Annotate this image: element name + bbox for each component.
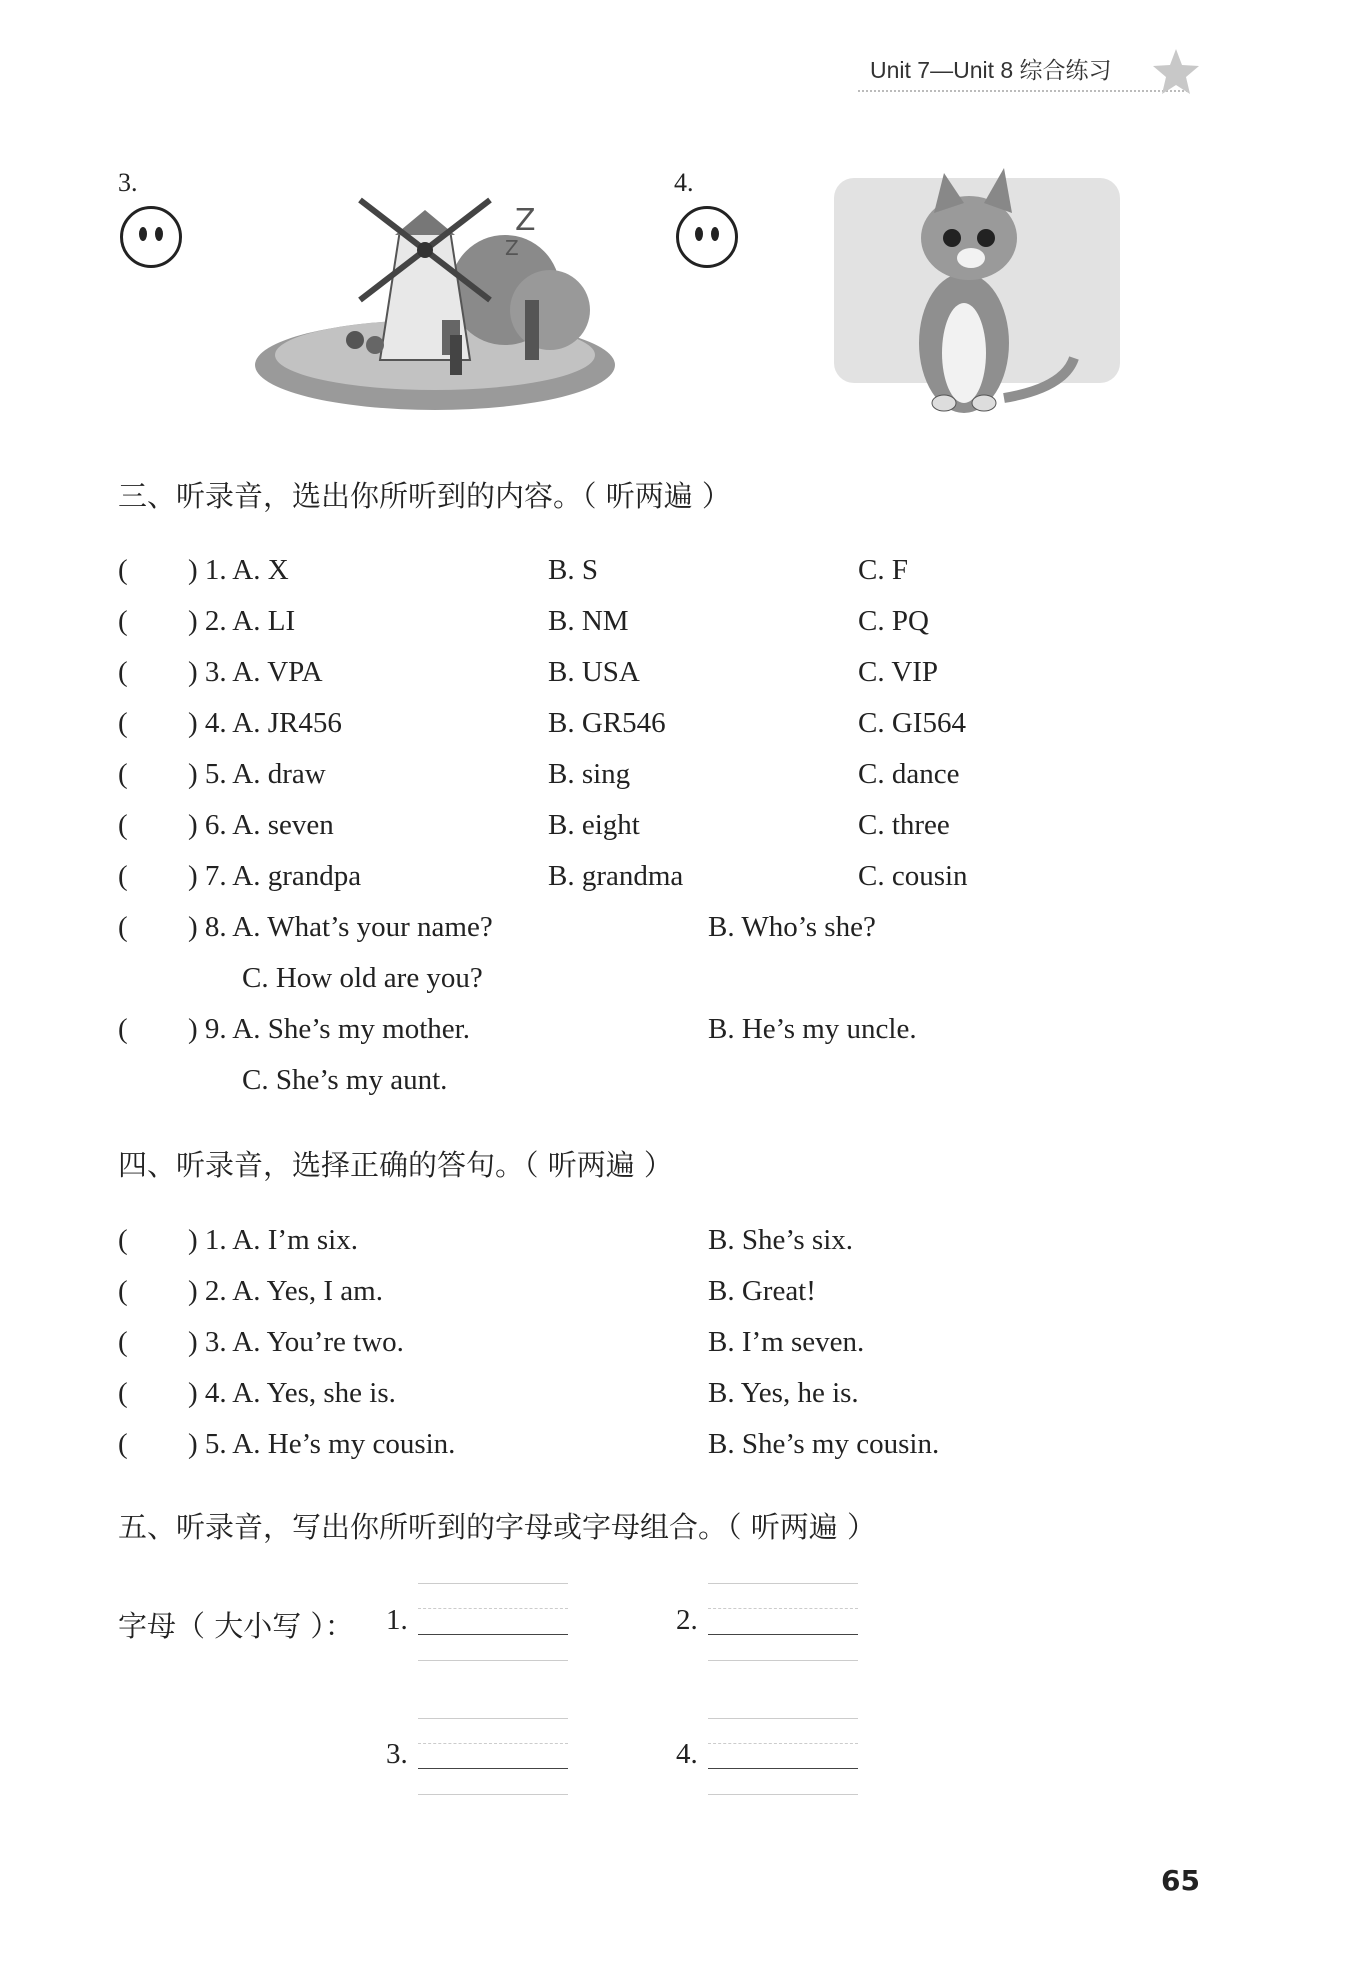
option-c: C. How old are you? (242, 962, 483, 994)
s4-question-2 (118, 1271, 1018, 1311)
svg-text:Z: Z (505, 236, 519, 260)
guide-line (418, 1794, 568, 1795)
answer-paren[interactable]: ( (118, 605, 128, 637)
answer-paren[interactable]: ( (118, 656, 128, 688)
picture-number-4: 4. (674, 168, 694, 197)
answer-paren[interactable]: ( (118, 707, 128, 739)
option-a: ) 1. A. X (188, 554, 289, 586)
blank-number-3: 3. (386, 1738, 408, 1770)
option-a: ) 6. A. seven (188, 809, 334, 841)
s4-question-5 (118, 1424, 1018, 1464)
option-a: ) 5. A. He’s my cousin. (188, 1428, 456, 1460)
guide-line (418, 1608, 568, 1609)
s3-question-9-line2 (118, 1060, 1018, 1100)
answer-paren[interactable]: ( (118, 809, 128, 841)
answer-paren[interactable]: ( (118, 1275, 128, 1307)
option-c: C. VIP (858, 656, 939, 688)
guide-line (708, 1583, 858, 1584)
option-b: B. She’s my cousin. (708, 1428, 940, 1460)
option-a: ) 4. A. JR456 (188, 707, 342, 739)
s3-question-5 (118, 754, 1018, 794)
answer-paren[interactable]: ( (118, 1013, 128, 1045)
guide-line (418, 1743, 568, 1744)
option-c: C. She’s my aunt. (242, 1064, 448, 1096)
option-a: ) 3. A. You’re two. (188, 1326, 404, 1358)
option-c: C. cousin (858, 860, 968, 892)
option-a: ) 2. A. Yes, I am. (188, 1275, 383, 1307)
guide-line (708, 1718, 858, 1719)
option-b: B. He’s my uncle. (708, 1013, 917, 1045)
s3-question-4 (118, 703, 1018, 743)
s4-question-4 (118, 1373, 1018, 1413)
eye-icon (139, 227, 147, 241)
option-c: C. dance (858, 758, 960, 790)
s3-question-8-line2 (118, 958, 1018, 998)
blank-number-1: 1. (386, 1604, 408, 1636)
page-header-title: Unit 7—Unit 8 综合练习 (870, 57, 1112, 83)
option-a: ) 1. A. I’m six. (188, 1224, 358, 1256)
answer-paren[interactable]: ( (118, 554, 128, 586)
eye-icon (711, 227, 719, 241)
s3-question-2 (118, 601, 1018, 641)
option-b: B. S (548, 554, 598, 586)
option-b: B. NM (548, 605, 629, 637)
section-5-title: 五、听录音，写出你所听到的字母或字母组合。（ 听两遍 ） (118, 1510, 876, 1544)
option-b: B. She’s six. (708, 1224, 854, 1256)
guide-line (418, 1718, 568, 1719)
s3-question-9 (118, 1009, 1018, 1049)
answer-paren[interactable]: ( (118, 1377, 128, 1409)
answer-blank-1[interactable] (418, 1634, 568, 1635)
cat-picture-image (834, 168, 1120, 420)
s3-question-3 (118, 652, 1018, 692)
letters-case-label: 字母（ 大小写 ）： (118, 1609, 354, 1643)
s3-question-8 (118, 907, 1018, 947)
answer-face-3[interactable] (120, 206, 182, 268)
answer-paren[interactable]: ( (118, 860, 128, 892)
windmill-scene-image (250, 190, 620, 415)
s4-question-1 (118, 1220, 1018, 1260)
answer-blank-4[interactable] (708, 1768, 858, 1769)
answer-paren[interactable]: ( (118, 1326, 128, 1358)
guide-line (418, 1583, 568, 1584)
option-a: ) 7. A. grandpa (188, 860, 362, 892)
header-divider (858, 90, 1188, 92)
option-a: ) 9. A. She’s my mother. (188, 1013, 470, 1045)
option-c: C. PQ (858, 605, 929, 637)
option-b: B. GR546 (548, 707, 666, 739)
option-c: C. GI564 (858, 707, 966, 739)
option-a: ) 5. A. draw (188, 758, 326, 790)
guide-line (708, 1743, 858, 1744)
guide-line (708, 1608, 858, 1609)
s3-question-7 (118, 856, 1018, 896)
option-b: B. grandma (548, 860, 684, 892)
answer-paren[interactable]: ( (118, 1428, 128, 1460)
guide-line (418, 1660, 568, 1661)
page-number: 65 (1161, 1864, 1200, 1897)
guide-line (708, 1660, 858, 1661)
option-a: ) 3. A. VPA (188, 656, 323, 688)
blank-number-2: 2. (676, 1604, 698, 1636)
star-icon (1150, 46, 1202, 98)
answer-paren[interactable]: ( (118, 1224, 128, 1256)
option-a: ) 2. A. LI (188, 605, 296, 637)
option-b: B. Who’s she? (708, 911, 876, 943)
blank-number-4: 4. (676, 1738, 698, 1770)
option-a: ) 8. A. What’s your name? (188, 911, 493, 943)
answer-face-4[interactable] (676, 206, 738, 268)
section-4-title: 四、听录音，选择正确的答句。（ 听两遍 ） (118, 1148, 673, 1182)
answer-paren[interactable]: ( (118, 911, 128, 943)
s3-question-6 (118, 805, 1018, 845)
picture-number-3: 3. (118, 168, 138, 197)
eye-icon (155, 227, 163, 241)
answer-blank-3[interactable] (418, 1768, 568, 1769)
eye-icon (695, 227, 703, 241)
option-a: ) 4. A. Yes, she is. (188, 1377, 396, 1409)
option-b: B. I’m seven. (708, 1326, 865, 1358)
option-b: B. eight (548, 809, 640, 841)
s3-question-1 (118, 550, 1018, 590)
option-b: B. Yes, he is. (708, 1377, 859, 1409)
option-c: C. three (858, 809, 950, 841)
option-b: B. USA (548, 656, 640, 688)
option-b: B. Great! (708, 1275, 816, 1307)
svg-text:Z: Z (515, 203, 536, 238)
s4-question-3 (118, 1322, 1018, 1362)
section-3-title: 三、听录音，选出你所听到的内容。（ 听两遍 ） (118, 479, 731, 513)
guide-line (708, 1794, 858, 1795)
option-b: B. sing (548, 758, 631, 790)
answer-blank-2[interactable] (708, 1634, 858, 1635)
answer-paren[interactable]: ( (118, 758, 128, 790)
option-c: C. F (858, 554, 908, 586)
